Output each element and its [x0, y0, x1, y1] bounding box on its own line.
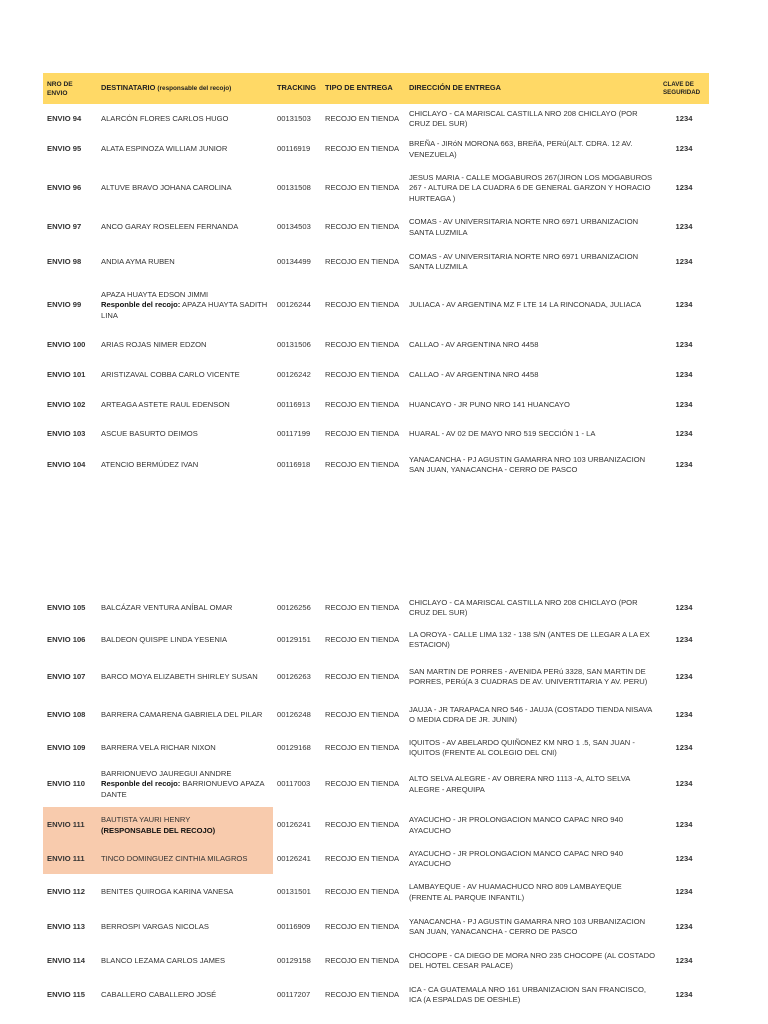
destinatario-cell: [97, 844, 273, 874]
direccion-cell: YANACANCHA - PJ AGUSTIN GAMARRA NRO 103 URBANIZACION SAN JUAN, YANACANCHA - CERRO DE PASCO: [409, 454, 646, 474]
tipo-entrega-cell: RECOJO EN TIENDA: [325, 887, 400, 897]
table-row: [43, 658, 709, 696]
tipo-entrega-cell: RECOJO EN TIENDA: [325, 921, 400, 931]
table-header-row: [43, 73, 709, 104]
destinatario-cell: [97, 943, 273, 979]
clave-cell: 1234: [675, 459, 693, 469]
tracking-cell: 00126244: [277, 300, 311, 310]
destinatario-cell: [97, 281, 273, 330]
table-row: [43, 911, 709, 943]
envio-cell: ENVIO 102: [47, 399, 86, 409]
tracking-cell: 00131506: [277, 339, 311, 349]
destinatario-cell: [97, 165, 273, 212]
responsible-note: (RESPONSABLE DEL RECOJO): [101, 825, 216, 835]
table-row: [43, 594, 709, 622]
recipient-name: BLANCO LEZAMA CARLOS JAMES: [101, 955, 226, 965]
tracking-cell: 00129158: [277, 955, 311, 965]
destinatario-cell: [97, 360, 273, 390]
table-row: [43, 622, 709, 658]
tracking-cell: 00126242: [277, 369, 311, 379]
envio-cell: ENVIO 99: [47, 300, 82, 310]
clave-cell: 1234: [675, 709, 693, 719]
header-nro-envio: NRO DE ENVIO: [43, 73, 97, 104]
clave-cell: 1234: [675, 742, 693, 752]
tracking-cell: 00131508: [277, 183, 311, 193]
envio-cell: ENVIO 104: [47, 459, 86, 469]
tracking-cell: 00129151: [277, 634, 311, 644]
tracking-cell: 00131503: [277, 113, 311, 123]
envio-cell: ENVIO 105: [47, 602, 86, 612]
destinatario-cell: [97, 243, 273, 281]
table-2-body: [43, 594, 709, 1011]
direccion-cell: CHOCOPE - CA DIEGO DE MORA NRO 235 CHOCOPE (AL COSTADO DEL HOTEL CESAR PALACE): [409, 950, 655, 970]
tipo-entrega-cell: RECOJO EN TIENDA: [325, 113, 400, 123]
envio-cell: ENVIO 111: [43, 844, 97, 874]
tipo-entrega-cell: RECOJO EN TIENDA: [325, 820, 400, 830]
tracking-cell: 00116909: [277, 921, 311, 931]
direccion-cell: BREÑA - JIRóN MORONA 663, BREñA, PERú(ALT. CDRA. 12 AV. VENEZUELA): [409, 139, 633, 159]
recipient-name: ALARCÓN FLORES CARLOS HUGO: [101, 113, 229, 123]
recipient-name: BALDEON QUISPE LINDA YESENIA: [101, 634, 228, 644]
recipient-name: ANCO GARAY ROSELEEN FERNANDA: [101, 222, 239, 232]
table-1-body: [43, 104, 709, 481]
direccion-cell: ICA - CA GUATEMALA NRO 161 URBANIZACION SAN FRANCISCO, ICA (A ESPALDAS DE OESHLE): [409, 984, 646, 1004]
tracking-cell: 00126241: [277, 820, 311, 830]
direccion-cell: HUARAL - AV 02 DE MAYO NRO 519 SECCIÓN 1 - LA: [409, 429, 596, 439]
table-row: [43, 104, 709, 134]
recipient-name: TINCO DOMINGUEZ CINTHIA MILAGROS: [101, 853, 248, 863]
envio-cell: ENVIO 95: [47, 144, 82, 154]
clave-cell: 1234: [675, 369, 693, 379]
tipo-entrega-cell: RECOJO EN TIENDA: [325, 779, 400, 789]
destinatario-cell: [97, 622, 273, 658]
destinatario-cell: [97, 734, 273, 762]
envio-cell: ENVIO 110: [47, 779, 85, 789]
header-destinatario-note: (responsable del recojo): [157, 84, 232, 92]
tracking-cell: 00134499: [277, 256, 311, 266]
table-row: [43, 979, 709, 1011]
table-row: [43, 874, 709, 911]
responsible-label: Responble del recojo:: [101, 779, 181, 789]
destinatario-cell: [97, 696, 273, 734]
table-row: [43, 360, 709, 390]
clave-cell: 1234: [675, 144, 693, 154]
clave-cell: 1234: [675, 853, 693, 863]
destinatario-cell: [97, 658, 273, 696]
destinatario-cell: [97, 874, 273, 911]
table-row: [43, 762, 709, 807]
responsible-name: BARRIONUEVO APAZA DANTE: [101, 779, 265, 799]
direccion-cell: AYACUCHO - JR PROLONGACION MANCO CAPAC NRO 940 AYACUCHO: [409, 815, 623, 835]
recipient-name: ALTUVE BRAVO JOHANA CAROLINA: [101, 183, 232, 193]
recipient-name: BARCO MOYA ELIZABETH SHIRLEY SUSAN: [101, 671, 258, 681]
direccion-cell: IQUITOS - AV ABELARDO QUIÑONEZ KM NRO 1 .5, SAN JUAN - IQUITOS (FRENTE AL COLEGIO DEL CNI): [409, 737, 635, 757]
header-tipo-entrega: TIPO DE ENTREGA: [321, 73, 405, 104]
tipo-entrega-cell: RECOJO EN TIENDA: [325, 853, 400, 863]
clave-cell: 1234: [675, 429, 693, 439]
tipo-entrega-cell: RECOJO EN TIENDA: [325, 399, 400, 409]
tracking-cell: 00126248: [277, 709, 311, 719]
tracking-cell: 00116918: [277, 459, 311, 469]
table-row: [43, 243, 709, 281]
clave-cell: 1234: [675, 820, 693, 830]
recipient-name: BARRERA VELA RICHAR NIXON: [101, 742, 216, 752]
tipo-entrega-cell: RECOJO EN TIENDA: [325, 602, 400, 612]
tipo-entrega-cell: RECOJO EN TIENDA: [325, 955, 400, 965]
clave-cell: 1234: [675, 634, 693, 644]
responsible-label: Responble del recojo:: [101, 300, 181, 310]
table-row: [43, 212, 709, 243]
shipments-table-2: [43, 594, 709, 1011]
destinatario-cell: [97, 212, 273, 243]
direccion-cell: SAN MARTIN DE PORRES - AVENIDA PERú 3328, SAN MARTIN DE PORRES, PERú(A 3 CUADRAS DE AV. UNIVERTITARIA Y AV. PERU): [409, 666, 648, 686]
tracking-cell: 00134503: [277, 222, 311, 232]
direccion-cell: COMAS - AV UNIVERSITARIA NORTE NRO 6971 URBANIZACION SANTA LUZMILA: [409, 251, 639, 271]
destinatario-cell: [97, 134, 273, 165]
tipo-entrega-cell: RECOJO EN TIENDA: [325, 222, 400, 232]
tipo-entrega-cell: RECOJO EN TIENDA: [325, 742, 400, 752]
clave-cell: 1234: [675, 256, 693, 266]
recipient-name: ASCUE BASURTO DEIMOS: [101, 429, 198, 439]
table-row: [43, 734, 709, 762]
direccion-cell: AYACUCHO - JR PROLONGACION MANCO CAPAC NRO 940 AYACUCHO: [409, 848, 623, 868]
clave-cell: 1234: [675, 113, 693, 123]
recipient-name: CABALLERO CABALLERO JOSÉ: [101, 989, 217, 999]
direccion-cell: ALTO SELVA ALEGRE - AV OBRERA NRO 1113 -A, ALTO SELVA ALEGRE - AREQUIPA: [409, 774, 630, 794]
direccion-cell: COMAS - AV UNIVERSITARIA NORTE NRO 6971 URBANIZACION SANTA LUZMILA: [409, 217, 639, 237]
recipient-name: ARISTIZAVAL COBBA CARLO VICENTE: [101, 369, 240, 379]
recipient-name: APAZA HUAYTA EDSON JIMMI: [101, 289, 209, 299]
direccion-cell: CALLAO - AV ARGENTINA NRO 4458: [409, 339, 539, 349]
envio-cell: ENVIO 98: [47, 256, 82, 266]
tipo-entrega-cell: RECOJO EN TIENDA: [325, 634, 400, 644]
clave-cell: 1234: [675, 779, 693, 789]
destinatario-cell: [97, 330, 273, 360]
table-row: [43, 330, 709, 360]
tracking-cell: 00117003: [277, 779, 311, 789]
tracking-cell: 00116913: [277, 399, 311, 409]
recipient-name: BARRIONUEVO JAUREGUI ANNDRE: [101, 768, 232, 778]
tipo-entrega-cell: RECOJO EN TIENDA: [325, 709, 400, 719]
direccion-cell: LAMBAYEQUE - AV HUAMACHUCO NRO 809 LAMBAYEQUE (FRENTE AL PARQUE INFANTIL): [409, 882, 622, 902]
clave-cell: 1234: [675, 399, 693, 409]
clave-cell: 1234: [675, 887, 693, 897]
shipments-table-1: [43, 73, 709, 481]
responsible-name: APAZA HUAYTA SADITH LINA: [101, 300, 268, 320]
tipo-entrega-cell: RECOJO EN TIENDA: [325, 183, 400, 193]
tracking-cell: 00131501: [277, 887, 311, 897]
header-tracking: TRACKING: [273, 73, 321, 104]
clave-cell: 1234: [675, 921, 693, 931]
destinatario-cell: [97, 390, 273, 420]
recipient-name: ATENCIO BERMÚDEZ IVAN: [101, 459, 199, 469]
direccion-cell: JULIACA - AV ARGENTINA MZ F LTE 14 LA RINCONADA, JULIACA: [409, 300, 642, 310]
direccion-cell: JAUJA - JR TARAPACA NRO 546 - JAUJA (COSTADO TIENDA NISAVA O MEDIA CDRA DE JR. JUNIN): [409, 704, 652, 724]
tipo-entrega-cell: RECOJO EN TIENDA: [325, 429, 400, 439]
clave-cell: 1234: [675, 222, 693, 232]
tipo-entrega-cell: RECOJO EN TIENDA: [325, 459, 400, 469]
recipient-name: BERROSPI VARGAS NICOLAS: [101, 921, 209, 931]
envio-cell: ENVIO 97: [47, 222, 82, 232]
tipo-entrega-cell: RECOJO EN TIENDA: [325, 300, 400, 310]
direccion-cell: CHICLAYO - CA MARISCAL CASTILLA NRO 208 CHICLAYO (POR CRUZ DEL SUR): [409, 597, 638, 617]
envio-cell: ENVIO 109: [47, 742, 86, 752]
envio-cell: ENVIO 108: [47, 709, 86, 719]
destinatario-cell: [97, 594, 273, 622]
recipient-name: ARTEAGA ASTETE RAUL EDENSON: [101, 399, 230, 409]
tipo-entrega-cell: RECOJO EN TIENDA: [325, 671, 400, 681]
tipo-entrega-cell: RECOJO EN TIENDA: [325, 339, 400, 349]
tracking-cell: 00126263: [277, 671, 311, 681]
recipient-name: BALCÁZAR VENTURA ANÍBAL OMAR: [101, 602, 233, 612]
recipient-name: ANDIA AYMA RUBEN: [101, 256, 175, 266]
destinatario-cell: [97, 449, 273, 481]
clave-cell: 1234: [675, 955, 693, 965]
envio-cell: ENVIO 112: [47, 887, 85, 897]
table-row: [43, 390, 709, 420]
tracking-cell: 00126241: [277, 853, 311, 863]
header-destinatario-label: DESTINATARIO: [101, 82, 156, 92]
clave-cell: 1234: [675, 300, 693, 310]
direccion-cell: HUANCAYO - JR PUNO NRO 141 HUANCAYO: [409, 399, 570, 409]
envio-cell: ENVIO 101: [47, 369, 86, 379]
recipient-name: BAUTISTA YAURI HENRY: [101, 815, 191, 825]
direccion-cell: CHICLAYO - CA MARISCAL CASTILLA NRO 208 CHICLAYO (POR CRUZ DEL SUR): [409, 108, 638, 128]
table-row: [43, 807, 709, 844]
envio-cell: ENVIO 103: [47, 429, 86, 439]
clave-cell: 1234: [675, 671, 693, 681]
destinatario-cell: [97, 762, 273, 807]
tracking-cell: 00116919: [277, 144, 311, 154]
table-row: [43, 420, 709, 449]
tracking-cell: 00129168: [277, 742, 311, 752]
clave-cell: 1234: [675, 183, 693, 193]
direccion-cell: LA OROYA - CALLE LIMA 132 - 138 S/N (ANTES DE LLEGAR A LA EX ESTACION): [409, 629, 650, 649]
tipo-entrega-cell: RECOJO EN TIENDA: [325, 144, 400, 154]
clave-cell: 1234: [675, 339, 693, 349]
envio-cell: ENVIO 94: [47, 113, 82, 123]
tracking-cell: 00126256: [277, 602, 311, 612]
direccion-cell: YANACANCHA - PJ AGUSTIN GAMARRA NRO 103 URBANIZACION SAN JUAN, YANACANCHA - CERRO DE PASCO: [409, 916, 646, 936]
table-row: [43, 696, 709, 734]
direccion-cell: CALLAO - AV ARGENTINA NRO 4458: [409, 369, 539, 379]
table-row: [43, 449, 709, 481]
envio-cell: ENVIO 107: [47, 671, 86, 681]
recipient-name: BARRERA CAMARENA GABRIELA DEL PILAR: [101, 709, 263, 719]
tipo-entrega-cell: RECOJO EN TIENDA: [325, 256, 400, 266]
table-row: [43, 844, 709, 874]
envio-cell: ENVIO 100: [47, 339, 86, 349]
recipient-name: BENITES QUIROGA KARINA VANESA: [101, 887, 234, 897]
envio-cell: ENVIO 96: [47, 183, 82, 193]
destinatario-cell: [97, 911, 273, 943]
envio-cell: ENVIO 111: [43, 807, 97, 844]
direccion-cell: JESUS MARIA - CALLE MOGABUROS 267(JIRON LOS MOGABUROS 267 - ALTURA DE LA CUADRA 6 DE GENERAL GARZON Y HORACIO HURTEAGA ): [409, 172, 653, 203]
header-direccion: DIRECCIÓN DE ENTREGA: [405, 73, 659, 104]
clave-cell: 1234: [675, 989, 693, 999]
header-destinatario: [97, 73, 273, 104]
destinatario-cell: [97, 979, 273, 1011]
tracking-cell: 00117207: [277, 989, 311, 999]
recipient-name: ALATA ESPINOZA WILLIAM JUNIOR: [101, 144, 228, 154]
tracking-cell: 00117199: [277, 429, 311, 439]
envio-cell: ENVIO 114: [47, 955, 85, 965]
tipo-entrega-cell: RECOJO EN TIENDA: [325, 369, 400, 379]
envio-cell: ENVIO 106: [47, 634, 86, 644]
envio-cell: ENVIO 113: [47, 921, 85, 931]
table-row: [43, 134, 709, 165]
destinatario-cell: [97, 807, 273, 844]
table-row: [43, 281, 709, 330]
clave-cell: 1234: [675, 602, 693, 612]
tipo-entrega-cell: RECOJO EN TIENDA: [325, 989, 400, 999]
recipient-name: ARIAS ROJAS NIMER EDZON: [101, 339, 207, 349]
header-clave: CLAVE DE SEGURIDAD: [659, 73, 709, 104]
destinatario-cell: [97, 420, 273, 449]
table-row: [43, 165, 709, 212]
table-row: [43, 943, 709, 979]
envio-cell: ENVIO 115: [47, 989, 85, 999]
destinatario-cell: [97, 104, 273, 134]
